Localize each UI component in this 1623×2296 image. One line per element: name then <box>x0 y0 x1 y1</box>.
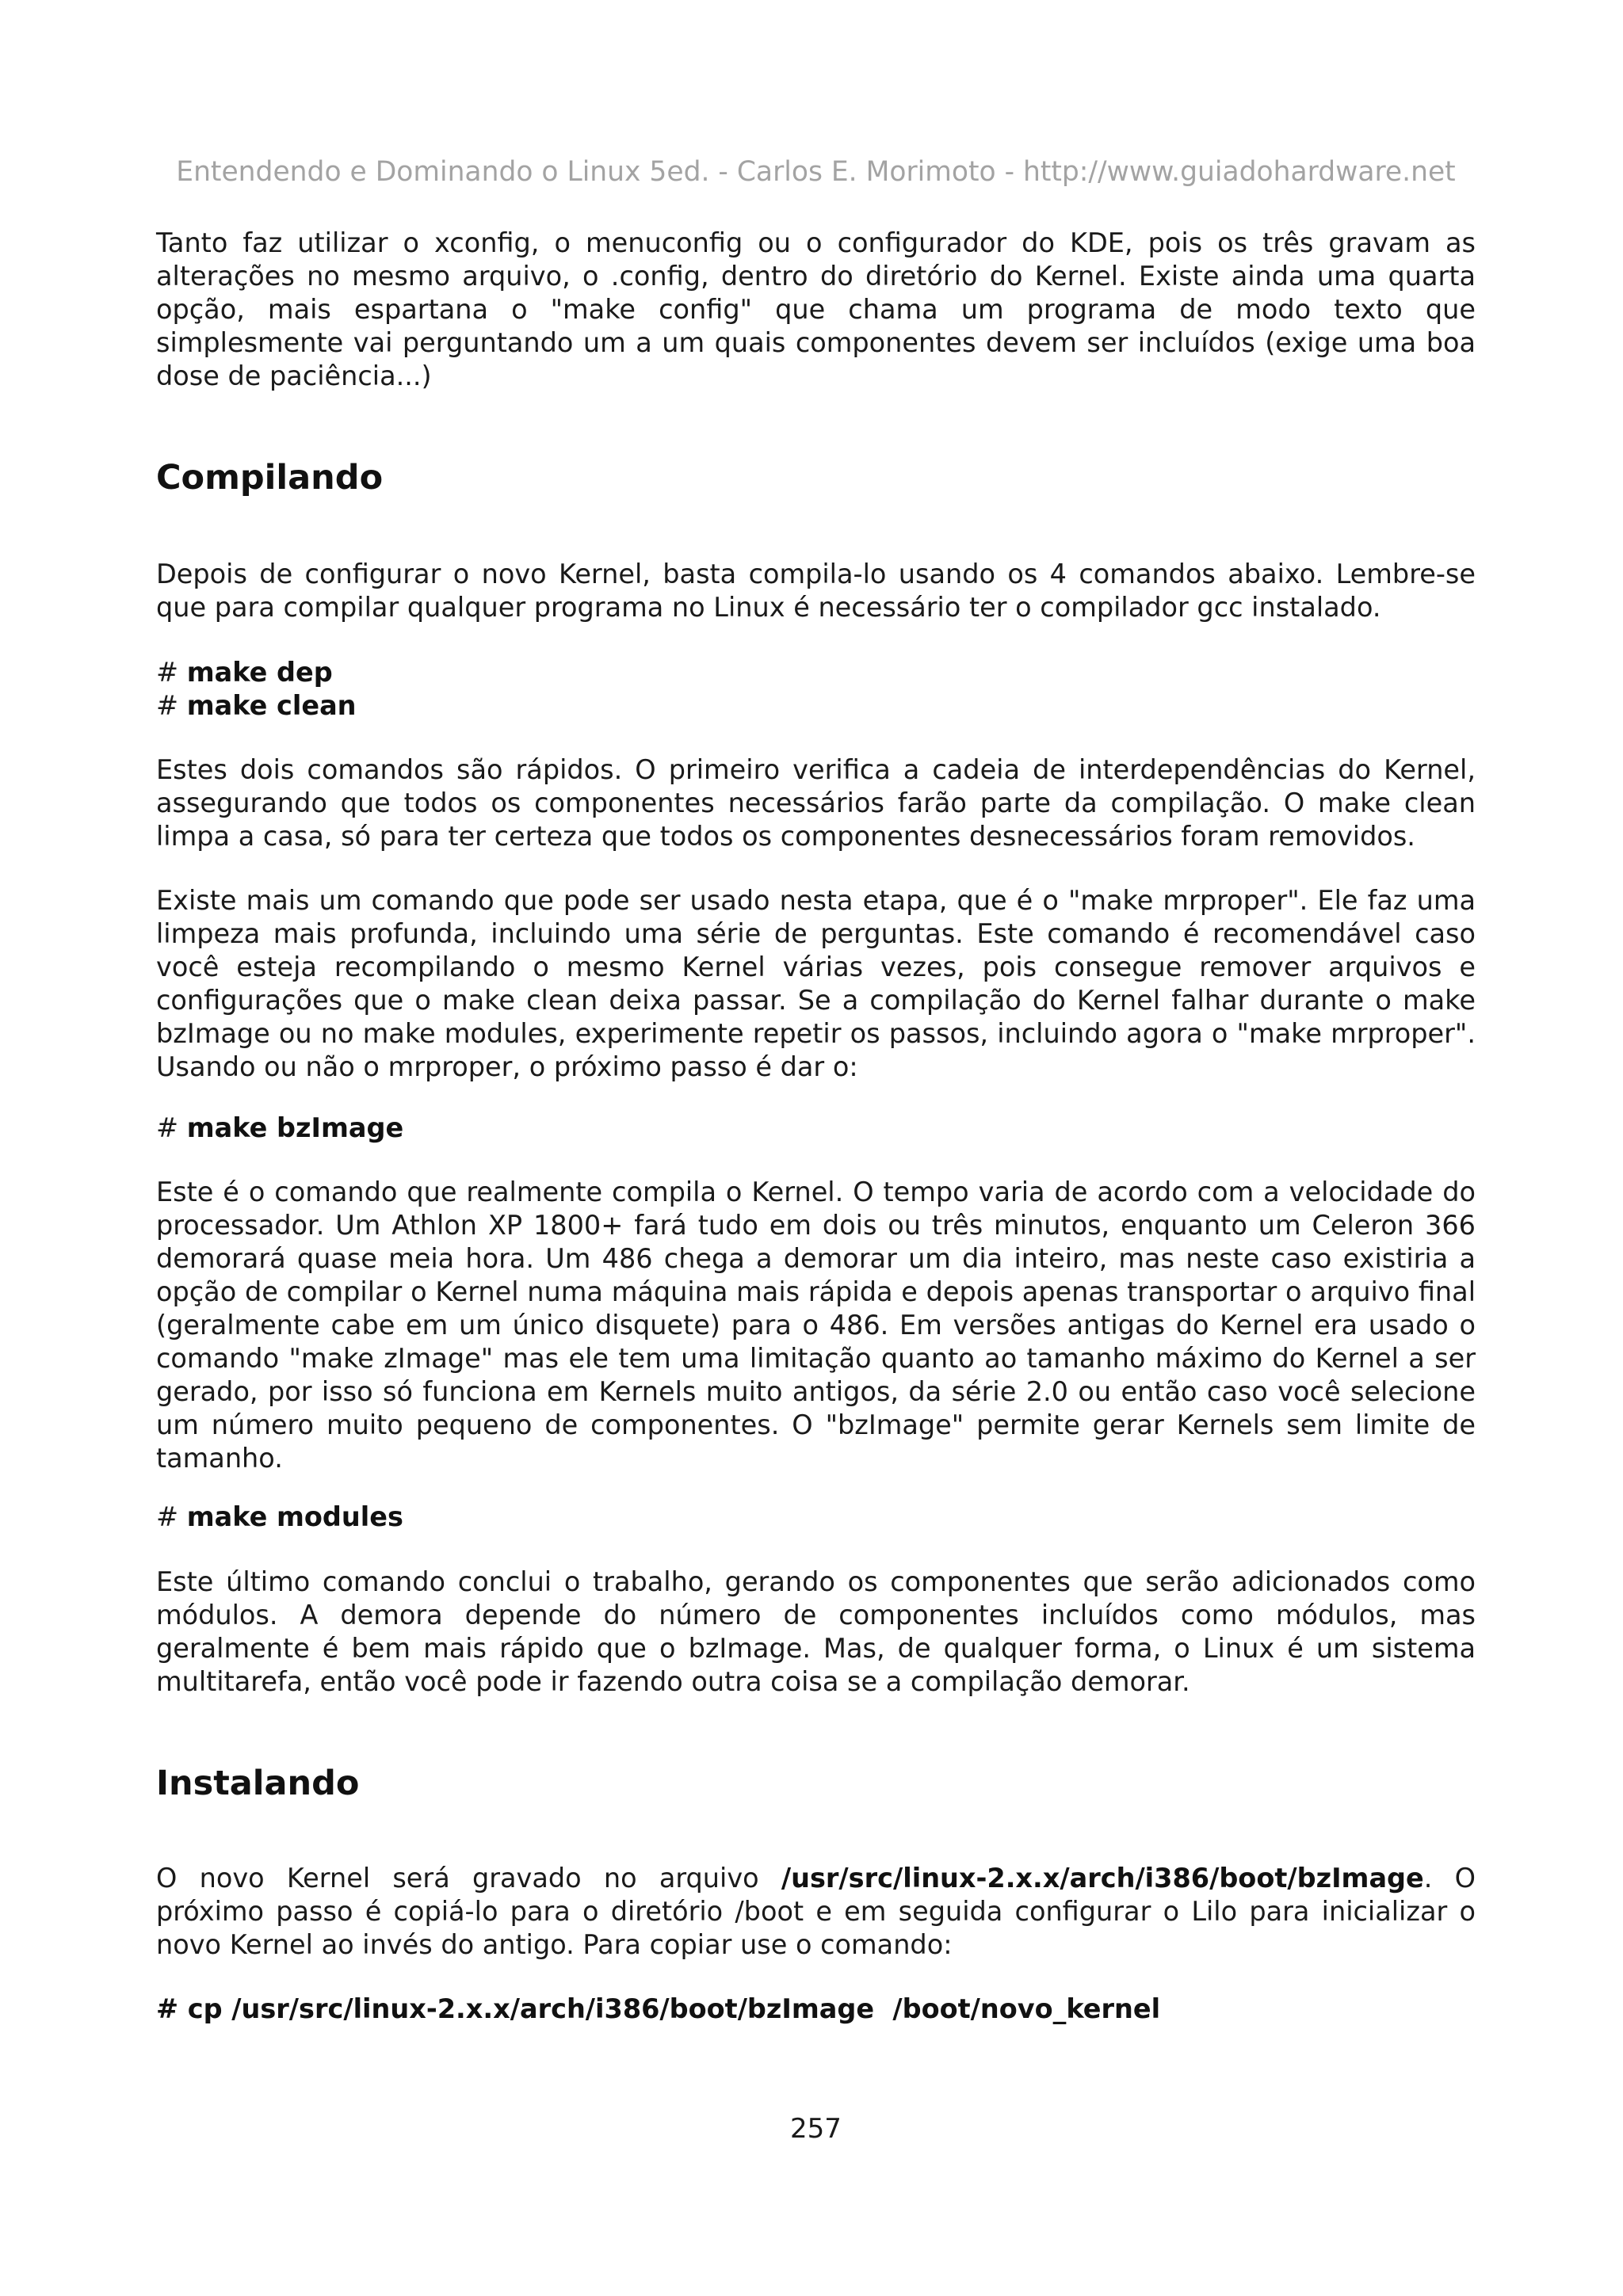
compilando-paragraph-5: Este último comando conclui o trabalho, gerando os componentes que serão adicionados como módulos. A demora depende do número de componentes incluídos como módulos, mas geralmente é bem mais rápido que o bzImage. Mas, de qualquer forma, o Linux é um sistema multitarefa, então você pode ir fazendo outra coisa se a compilação demorar. <box>156 1566 1476 1697</box>
command-cp-kernel: # cp /usr/src/linux-2.x.x/arch/i386/boot/bzImage /boot/novo_kernel <box>156 1993 1161 2024</box>
page-number: 257 <box>790 2113 842 2145</box>
command-make-clean <box>156 689 1476 723</box>
section-heading-compilando: Compilando <box>156 458 384 498</box>
compilando-paragraph-4: Este é o comando que realmente compila o Kernel. O tempo varia de acordo com a velocidade do processador. Um Athlon XP 1800+ fará tudo em dois ou três minutos, enquanto um Celeron 366 demorará quase meia hora. Um 486 chega a demorar um dia inteiro, mas neste caso existiria a opção de compilar o Kernel numa máquina mais rápida e depois apenas transportar o arquivo final (geralmente cabe em um único disquete) para o 486. Em versões antigas do Kernel era usado o comando "make zImage" mas ele tem uma limitação quanto ao tamanho máximo do Kernel a ser gerado, por isso só funciona em Kernels muito antigos, da série 2.0 ou então caso você selecione um número muito pequeno de componentes. O "bzImage" permite gerar Kernels sem limite de tamanho. <box>156 1177 1476 1474</box>
instalando-text-before: O novo Kernel será gravado no arquivo <box>156 1863 781 1894</box>
command-prompt: # <box>156 690 179 721</box>
command-prompt: # <box>156 1112 179 1143</box>
command-make-bzimage <box>156 1112 1476 1145</box>
compilando-paragraph-1: Depois de configurar o novo Kernel, basta compila-lo usando os 4 comandos abaixo. Lembre-se que para compilar qualquer programa no Linux é necessário ter o compilador gcc instalado. <box>156 559 1476 623</box>
document-page <box>156 0 1476 2296</box>
command-text: make modules <box>186 1501 403 1532</box>
command-text: make clean <box>186 690 357 721</box>
command-prompt: # <box>156 657 179 688</box>
compilando-paragraph-2: Estes dois comandos são rápidos. O primeiro verifica a cadeia de interdependências do Kernel, assegurando que todos os componentes necessários farão parte da compilação. O make clean limpa a casa, só para ter certeza que todos os componentes desnecessários foram removidos. <box>156 754 1476 852</box>
instalando-paragraph-1 <box>156 1862 1476 1962</box>
kernel-image-path: /usr/src/linux-2.x.x/arch/i386/boot/bzImage <box>781 1863 1424 1894</box>
compilando-paragraph-3: Existe mais um comando que pode ser usado nesta etapa, que é o "make mrproper". Ele faz uma limpeza mais profunda, incluindo uma série de perguntas. Este comando é recomendável caso você esteja recompilando o mesmo Kernel várias vezes, pois consegue remover arquivos e configurações que o make clean deixa passar. Se a compilação do Kernel falhar durante o make bzImage ou no make modules, experimente repetir os passos, incluindo agora o "make mrproper". Usando ou não o mrproper, o próximo passo é dar o: <box>156 885 1476 1082</box>
intro-paragraph: Tanto faz utilizar o xconfig, o menuconfig ou o configurador do KDE, pois os três gravam as alterações no mesmo arquivo, o .config, dentro do diretório do Kernel. Existe ainda uma quarta opção, mais espartana o "make config" que chama um programa de modo texto que simplesmente vai perguntando um a um quais componentes devem ser incluídos (exige uma boa dose de paciência...) <box>156 227 1476 391</box>
command-text: make bzImage <box>186 1112 404 1143</box>
command-prompt: # <box>156 1501 179 1532</box>
instalando-text-after: . O próximo passo é copiá-lo para o diretório /boot e em seguida configurar o Lilo para inicializar o novo Kernel ao invés do antigo. Para copiar use o comando: <box>156 1863 1476 1960</box>
command-text: make dep <box>186 657 333 688</box>
command-make-modules <box>156 1501 1476 1534</box>
section-heading-instalando: Instalando <box>156 1764 360 1803</box>
command-make-dep <box>156 656 1476 689</box>
running-header: Entendendo e Dominando o Linux 5ed. - Carlos E. Morimoto - http://www.guiadohardware.net <box>176 156 1456 188</box>
